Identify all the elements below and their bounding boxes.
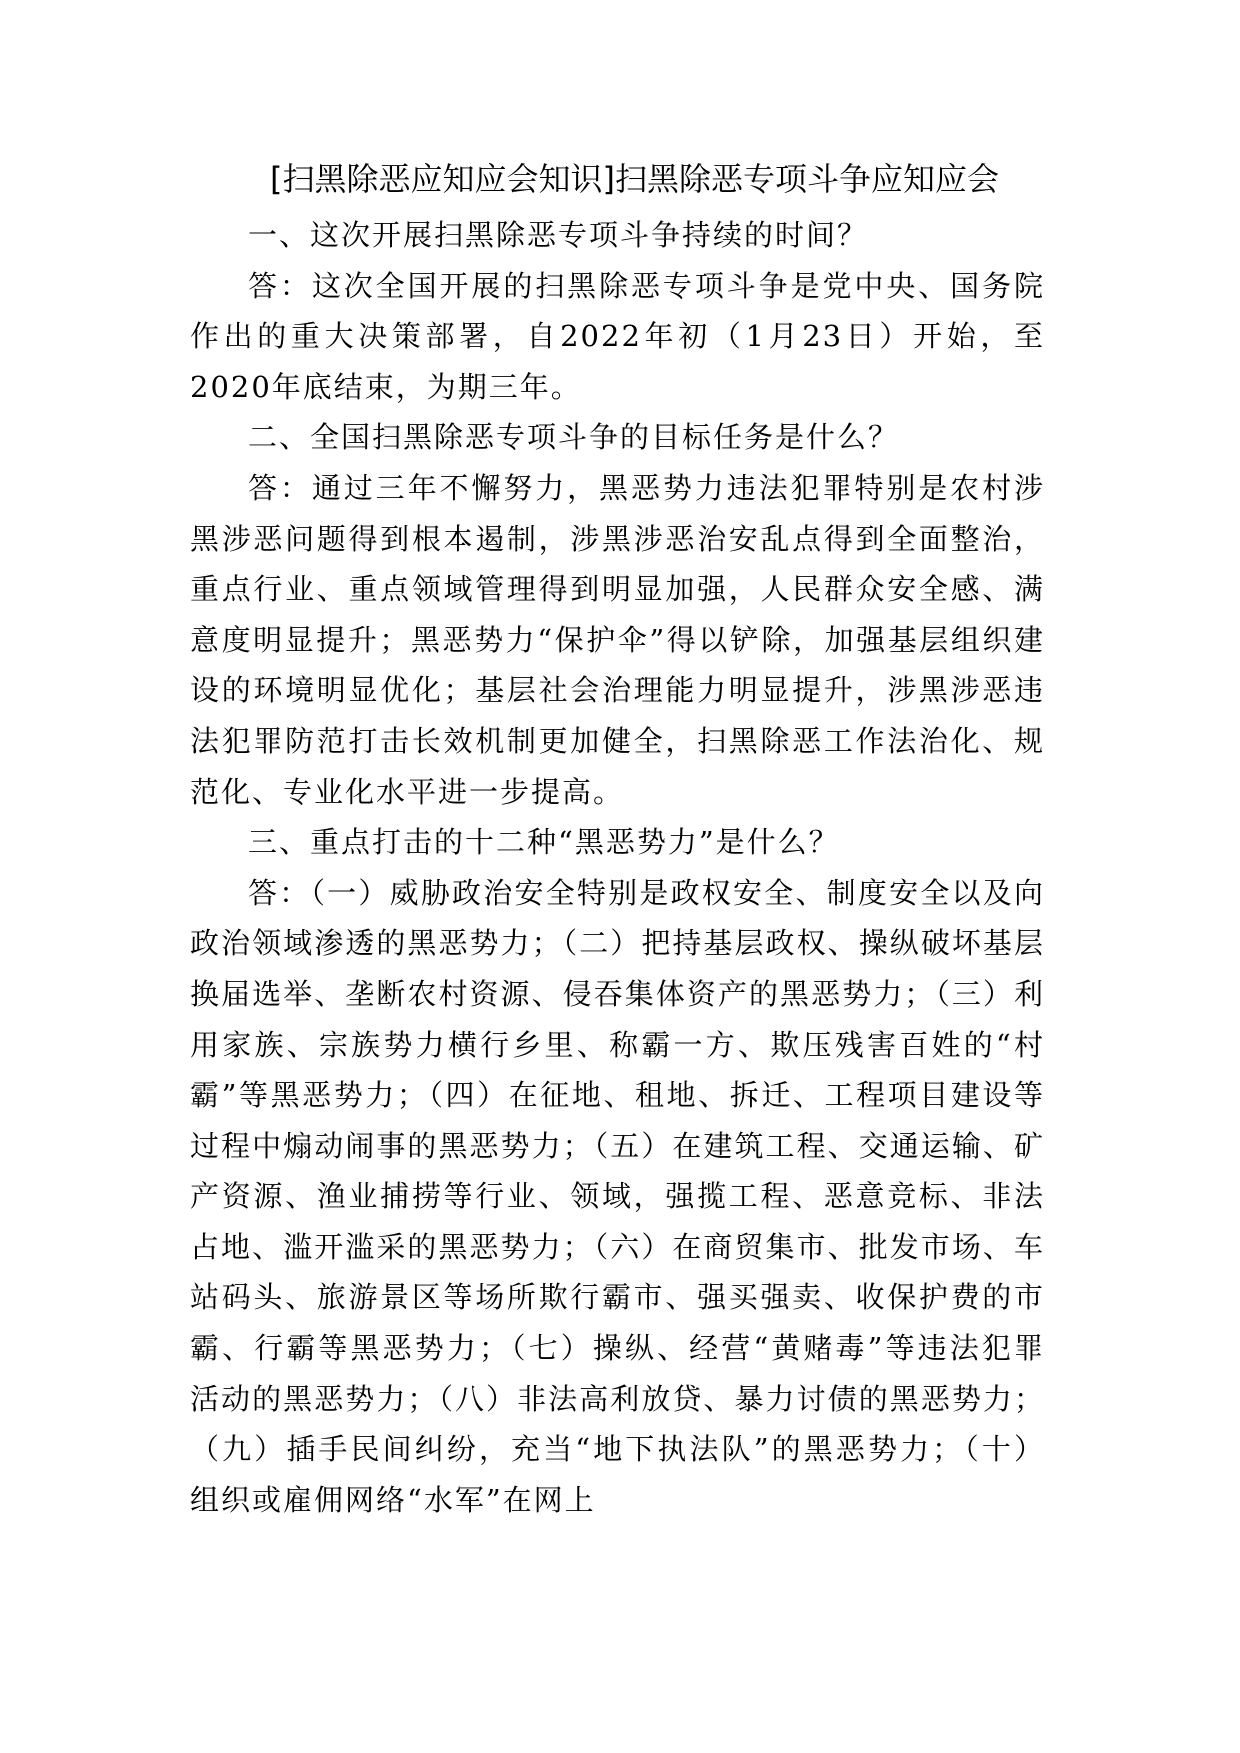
answer-2: 答：通过三年不懈努力，黑恶势力违法犯罪特别是农村涉黑涉恶问题得到根本遏制，涉黑涉恶治安乱点得到全面整治，重点行业、重点领域管理得到明显加强，人民群众安全感、满意度明显提升；黑恶势力“保护伞”得以铲除，加强基层组织建设的环境明显优化；基层社会治理能力明显提升，涉黑涉恶违法犯罪防范打击长效机制更加健全，扫黑除恶工作法治化、规范化、专业化水平进一步提高。 xyxy=(190,470,1045,809)
answer-3: 答：（一）威胁政治安全特别是政权安全、制度安全以及向政治领域渗透的黑恶势力；（二）把持基层政权、操纵破坏基层换届选举、垄断农村资源、侵吞集体资产的黑恶势力；（三）利用家族、宗族势力横行乡里、称霸一方、欺压残害百姓的“村霸”等黑恶势力；（四）在征地、租地、拆迁、工程项目建设等过程中煽动闹事的黑恶势力；（五）在建筑工程、交通运输、矿产资源、渔业捕捞等行业、领域，强揽工程、恶意竞标、非法占地、滥开滥采的黑恶势力；（六）在商贸集市、批发市场、车站码头、旅游景区等场所欺行霸市、强买强卖、收保护费的市霸、行霸等黑恶势力；（七）操纵、经营“黄赌毒”等违法犯罪活动的黑恶势力；（八）非法高利放贷、暴力讨债的黑恶势力；（九）插手民间纠纷，充当“地下执法队”的黑恶势力；（十）组织或雇佣网络“水军”在网上 xyxy=(190,875,1045,1517)
document-title: [扫黑除恶应知应会知识]扫黑除恶专项斗争应知应会 xyxy=(270,160,999,198)
answer-1: 答：这次全国开展的扫黑除恶专项斗争是党中央、国务院作出的重大决策部署，自2022年初（1月23日）开始，至2020年底结束，为期三年。 xyxy=(190,268,1045,404)
question-1: 一、这次开展扫黑除恶专项斗争持续的时间？ xyxy=(248,218,869,252)
question-2: 二、全国扫黑除恶专项斗争的目标任务是什么？ xyxy=(248,420,900,455)
question-3: 三、重点打击的十二种“黑恶势力”是什么？ xyxy=(248,825,840,860)
document-body xyxy=(190,210,1045,1525)
